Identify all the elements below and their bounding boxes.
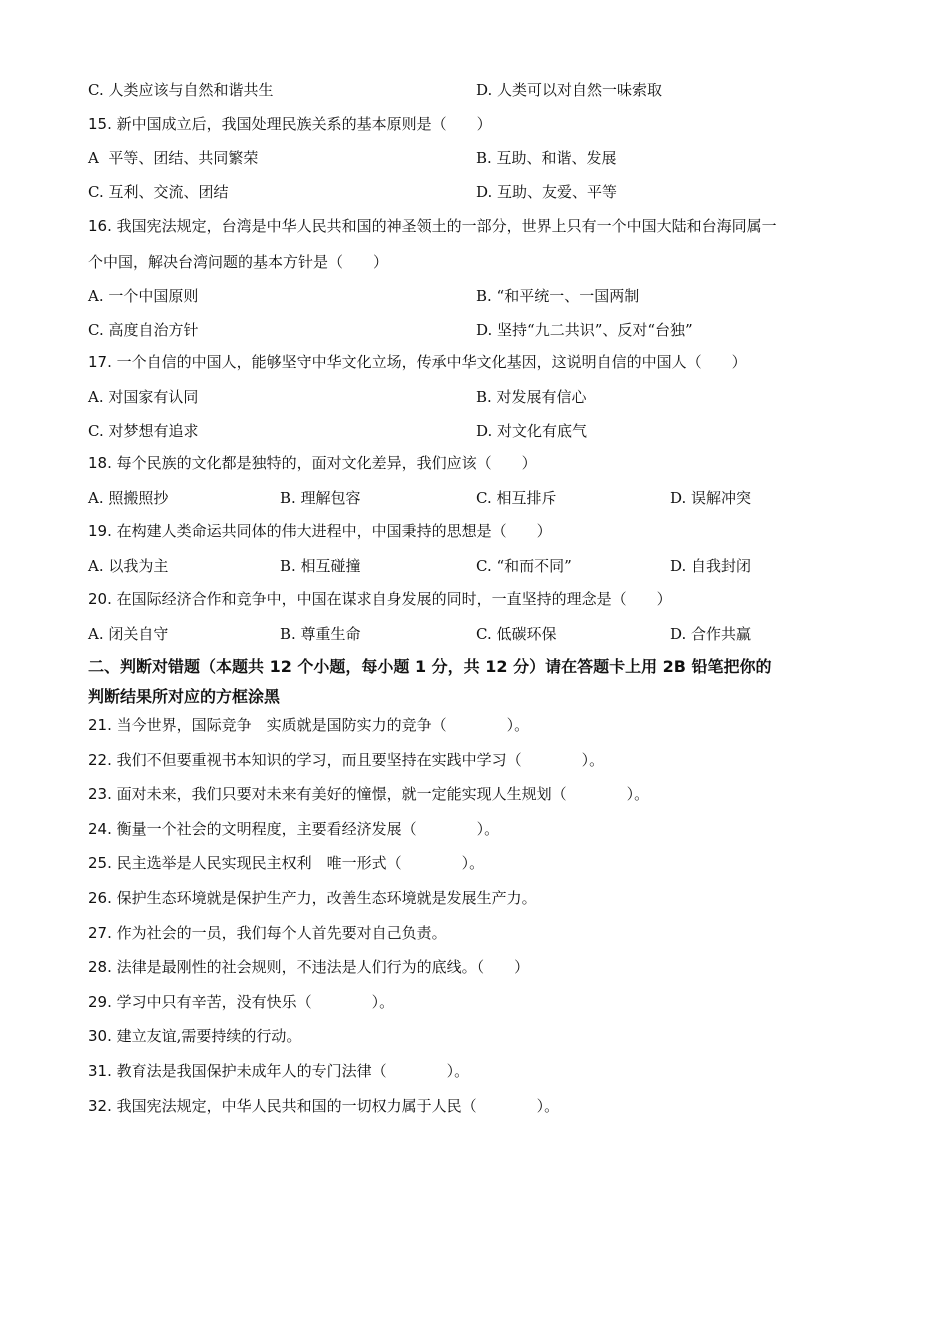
question-number: 31. (88, 1062, 112, 1080)
q17-option-c: C. 对梦想有追求 (88, 422, 199, 440)
question-text: 一个自信的中国人，能够坚守中华文化立场，传承中华文化基因，这说明自信的中国人（ ） (111, 353, 747, 371)
question-number: 21. (88, 716, 112, 734)
q18-option-c: C. 相互排斥 (476, 489, 557, 507)
question-number: 26. (88, 889, 112, 907)
question-31 (88, 1061, 469, 1081)
question-number: 25. (88, 854, 112, 873)
question-16 (88, 216, 777, 236)
q19-option-a: A. 以我为主 (88, 557, 169, 575)
question-text: 我们不但要重视书本知识的学习，而且要坚持在实践中学习（ ）。 (111, 750, 605, 769)
question-text: 衡量一个社会的文明程度，主要看经济发展（ ）。 (111, 819, 500, 838)
question-text: 我国宪法规定，中华人民共和国的一切权力属于人民（ ）。 (111, 1096, 560, 1115)
question-text: 面对未来，我们只要对未来有美好的憧憬，就一定能实现人生规划（ ）。 (111, 785, 650, 804)
q15-option-a: A 平等、团结、共同繁荣 (88, 149, 259, 167)
question-29 (88, 992, 394, 1012)
question-27 (88, 923, 447, 943)
q20-option-d: D. 合作共赢 (670, 625, 752, 643)
question-number: 30. (88, 1027, 112, 1046)
question-number: 16. (88, 217, 112, 235)
question-26 (88, 888, 537, 908)
question-text: 作为社会的一员，我们每个人首先要对自己负责。 (111, 923, 447, 942)
question-number: 15. (88, 115, 112, 133)
q16-option-a: A. 一个中国原则 (88, 287, 199, 305)
q20-option-a: A. 闭关自守 (88, 625, 169, 643)
question-16-continued: 个中国，解决台湾问题的基本方针是（ ） (88, 253, 389, 271)
question-text: 保护生态环境就是保护生产力，改善生态环境就是发展生产力。 (111, 889, 537, 907)
question-24 (88, 819, 499, 839)
question-22 (88, 750, 604, 770)
question-number: 32. (88, 1096, 112, 1115)
question-28 (88, 957, 529, 977)
question-15 (88, 114, 492, 134)
question-text: 法律是最刚性的社会规则，不违法是人们行为的底线。（ ） (111, 958, 530, 977)
question-number: 20. (88, 590, 112, 608)
question-18 (88, 453, 537, 473)
q14-option-d: D. 人类可以对自然一味索取 (476, 81, 663, 99)
question-number: 29. (88, 992, 112, 1011)
question-30 (88, 1026, 301, 1046)
question-number: 18. (88, 454, 112, 472)
question-number: 24. (88, 819, 112, 838)
q20-option-c: C. 低碳环保 (476, 625, 557, 643)
question-number: 28. (88, 958, 112, 977)
section-2-heading-continued: 判断结果所对应的方框涂黑 (88, 687, 281, 706)
question-text: 新中国成立后，我国处理民族关系的基本原则是（ ） (111, 115, 492, 133)
question-number: 17. (88, 353, 112, 371)
section-2-heading: 二、判断对错题（本题共 12 个小题，每小题 1 分，共 12 分）请在答题卡上用 2B 铅笔把你的 (88, 657, 772, 676)
question-text: 我国宪法规定，台湾是中华人民共和国的神圣领土的一部分，世界上只有一个中国大陆和台海同属一 (111, 217, 777, 235)
q19-option-d: D. 自我封闭 (670, 557, 752, 575)
q14-option-c: C. 人类应该与自然和谐共生 (88, 81, 274, 99)
question-number: 22. (88, 750, 112, 769)
q18-option-b: B. 理解包容 (280, 489, 361, 507)
question-text: 教育法是我国保护未成年人的专门法律（ ）。 (111, 1062, 470, 1080)
q20-option-b: B. 尊重生命 (280, 625, 361, 643)
q17-option-d: D. 对文化有底气 (476, 422, 588, 440)
q19-option-b: B. 相互碰撞 (280, 557, 361, 575)
question-32 (88, 1096, 559, 1116)
q18-option-a: A. 照搬照抄 (88, 489, 169, 507)
question-25 (88, 853, 484, 873)
q15-option-b: B. 互助、和谐、发展 (476, 149, 617, 167)
q16-option-b: B. “和平统一、一国两制 (476, 287, 640, 305)
q15-option-c: C. 互利、交流、团结 (88, 183, 229, 201)
q17-option-b: B. 对发展有信心 (476, 388, 587, 406)
question-19 (88, 521, 552, 541)
question-text: 民主选举是人民实现民主权利 唯一形式（ ）。 (111, 854, 485, 873)
q17-option-a: A. 对国家有认同 (88, 388, 199, 406)
question-text: 在构建人类命运共同体的伟大进程中，中国秉持的思想是（ ） (111, 522, 552, 540)
question-text: 当今世界，国际竞争 实质就是国防实力的竞争（ ）。 (111, 716, 530, 734)
question-number: 27. (88, 923, 112, 942)
question-number: 23. (88, 785, 112, 804)
question-text: 学习中只有辛苦，没有快乐（ ）。 (111, 992, 395, 1011)
question-17 (88, 352, 747, 372)
question-23 (88, 784, 649, 804)
question-text: 每个民族的文化都是独特的，面对文化差异，我们应该（ ） (111, 454, 537, 472)
question-21 (88, 715, 529, 735)
q19-option-c: C. “和而不同” (476, 557, 572, 575)
q16-option-c: C. 高度自治方针 (88, 321, 199, 339)
question-20 (88, 589, 672, 609)
question-text: 建立友谊,需要持续的行动。 (111, 1027, 302, 1046)
question-text: 在国际经济合作和竞争中，中国在谋求自身发展的同时，一直坚持的理念是（ ） (111, 590, 672, 608)
q16-option-d: D. 坚持“九二共识”、反对“台独” (476, 321, 693, 339)
q15-option-d: D. 互助、友爱、平等 (476, 183, 618, 201)
q18-option-d: D. 误解冲突 (670, 489, 752, 507)
question-number: 19. (88, 522, 112, 540)
